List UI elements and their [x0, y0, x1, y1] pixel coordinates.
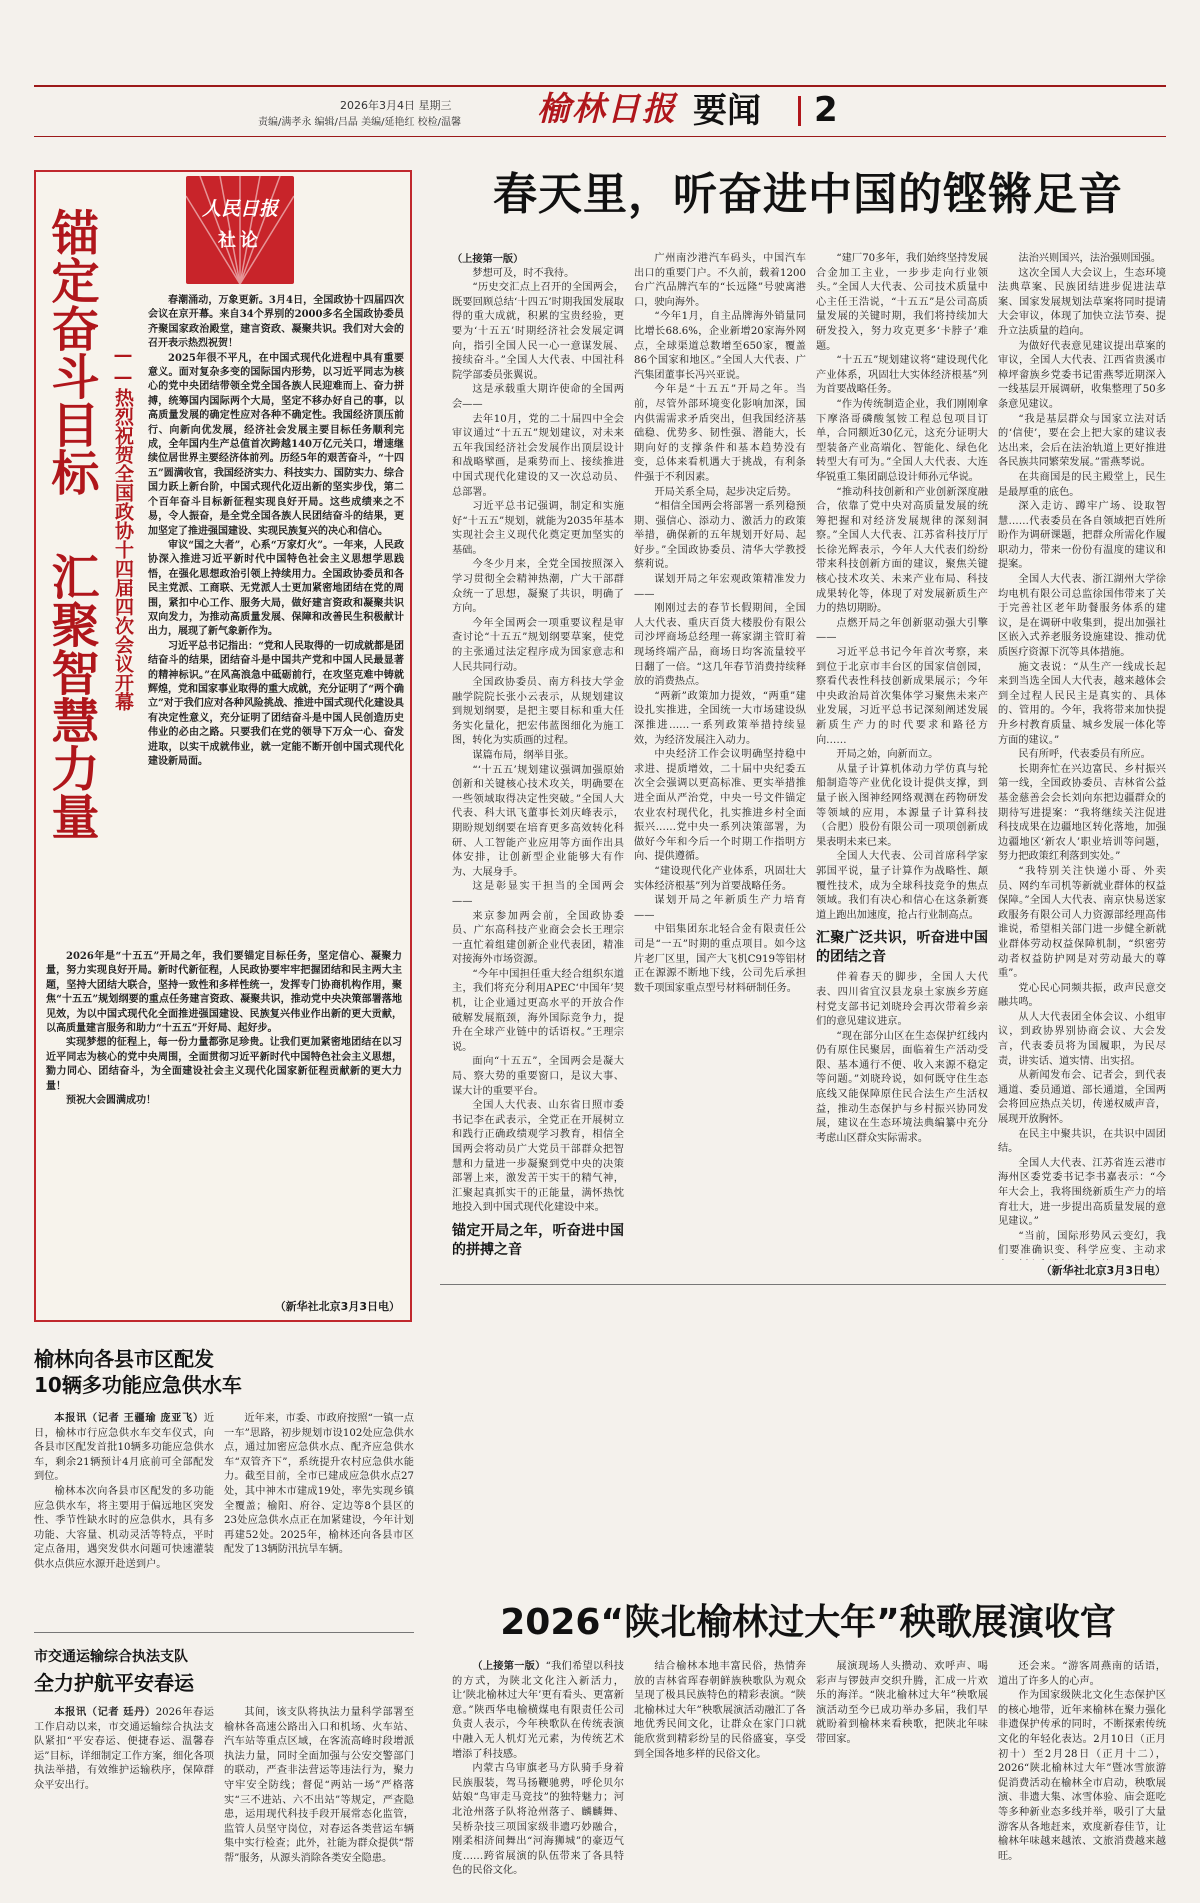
yangko-para	[452, 1660, 624, 1762]
yangko-col-4	[998, 1660, 1166, 1896]
main-para: 这是承载重大期许使命的全国两会——	[452, 384, 624, 410]
editorial-subtitle: ——热烈祝贺全国政协十四届四次会议开幕	[112, 344, 134, 711]
main-para: 民有所呼，代表委员有所应。	[1018, 749, 1151, 761]
main-para: 习近平总书记今年首次考察，来到位于北京市丰台区的国家信创园，察看代表性科技创新成果展示；今年中央政治局首次集体学习聚焦未来产业发展，习近平总书记深刻阐述发展新质生产力的时代要求和路径方向……	[816, 647, 988, 746]
logo-sub: 社论	[218, 230, 262, 251]
main-para: 在共商国是的民主殿堂上，民生是最厚重的底色。	[998, 471, 1166, 498]
main-para: 刚刚过去的春节长假期间，全国人大代表、重庆百货大楼股份有限公司沙坪商场总经理一蒋家湖主管盯着现场终端产品，商场日均客流量较平日翻了一倍。“这几年春节消费持续释放的消费热点。	[634, 603, 806, 688]
vehicles-headline	[34, 1346, 414, 1398]
masthead-bottom-rule	[34, 136, 1166, 137]
main-para: 从人大代表团全体会议、小组审议，到政协界别协商会议、大会发言，代表委员将为国履职，为民尽责，讲实话、道实情、出实招。	[998, 1011, 1166, 1067]
vehicles-para: 近日，榆林市行应急供水车交车仪式，向各县市区配发首批10辆多功能应急供水车，剩余21辆预计4月底前可全部配发到位。	[34, 1413, 214, 1483]
main-col-1	[452, 252, 624, 672]
main-para: 长期奔忙在兴边富民、乡村振兴第一线，全国政协委员、吉林省公益基金慈善会会长刘向东把边疆群众的期待写进提案：“我将继续关注促进科技成果在边疆地区转化落地，加强边疆地区‘新农人’职业培训等问题，努力把政策红利落到实处。”	[998, 763, 1166, 863]
main-para: 全国人大代表、浙江湖州大学徐均电机有限公司总监徐国伟带来了关于完善社区老年助餐服务体系的建议，是在调研中收集到，提出加强社区嵌入式养老服务设施建设、推动优质医疗资源下沉等具体措施。	[998, 574, 1166, 659]
main-para: “现在部分山区在生态保护红线内仍有原住民聚居，面临着生产活动受限、基本通行不便、收入来源不稳定等问题。”刘晓玲说，如何既守住生态底线又能保障原住民合法生产生活权益，推动生态保护与乡村振兴协同发展，建议在生态环境法典编纂中充分考虑山区群众实际需求。	[816, 1030, 988, 1144]
vehicles-col-2	[224, 1412, 414, 1622]
editorial-para: 预祝大会圆满成功！	[66, 1095, 156, 1107]
transport-byline-text: 本报讯（记者 廷丹）	[54, 1707, 156, 1718]
main-para: 谋篇布局，纲举目张。	[472, 749, 575, 761]
main-para: 今年全国两会一项重要议程是审查讨论“十五五”规划纲要草案，使党的主张通过法定程序成为国家意志和人民共同行动。	[452, 617, 624, 672]
vehicles-headline-2: 10辆多功能应急供水车	[34, 1373, 242, 1397]
continued-from: （上接第一版）	[452, 253, 524, 265]
main-para: 全国人大代表、山东省日照市委书记李在武表示，全党正在开展树立和践行正确政绩观学习教育，相信全国两会将动员广大党员干部群众把智慧和力量进一步凝聚到党中央的决策部署上来，激发苦干实干的精气神，汇聚起真抓实干的正能量，满怀热忱地投入到中国式现代化建设中来。	[452, 1100, 624, 1214]
main-para: 广州南沙港汽车码头，中国汽车出口的重要门户。不久前，载着1200台广汽品牌汽车的“长远隆”号驶离港口，驶向海外。	[634, 253, 806, 308]
editorial-source: （新华社北京3月3日电）	[274, 1300, 400, 1313]
vehicles-headline-1: 榆林向各县市区配发	[34, 1347, 214, 1371]
main-para: 法治兴则国兴，法治强则国强。	[1018, 253, 1162, 264]
transport-col-2	[224, 1706, 414, 1896]
yangko-headline: 2026“陕北榆林过大年”秧歌展演收官	[500, 1602, 1116, 1643]
main-para: 伴着春天的脚步，全国人大代表、四川省宜汉县龙泉土家族乡芳庭村党支部书记刘晓玲会再次带着乡亲们的意见建议进京。	[816, 972, 988, 1028]
editor-line: 责编/满孝永 编辑/吕晶 美编/延艳红 校检/温馨	[258, 117, 462, 128]
main-para: 全国人大代表、江苏省连云港市海州区委党委书记李书嘉表示：“今年大会上，我将围绕新质生产力的培育壮大，进一步提出高质量发展的意见建议。”	[998, 1157, 1166, 1228]
main-para: 党心民心同频共振，政声民意交融共鸣。	[998, 982, 1166, 1009]
main-para: “作为传统制造企业，我们刚刚拿下摩洛哥磷酸氢铵工程总包项目订单，合同额近30亿元，这充分证明大型装备产业高端化、智能化、绿色化转型大有可为。”全国人大代表、大连华锐重工集团副总设计师孙元华说。	[816, 398, 988, 483]
masthead	[0, 0, 1200, 131]
main-para: “我是基层群众与国家立法对话的‘信使’，要在会上把大家的建议表达出来，会后在法治轨道上更好推进各民族共同繁荣发展。”雷燕琴说。	[998, 413, 1166, 469]
editorial-body-bottom	[46, 950, 402, 1290]
page-number: 2	[814, 90, 838, 130]
main-para: “两新”政策加力提效，“两重”建设扎实推进，全国统一大市场建设纵深推进……一系列政策举措持续显效，为经济发展注入动力。	[634, 690, 806, 746]
main-para: 为做好代表意见建议提出草案的审议，全国人大代表、江西省贵溪市樟坪畲族乡党委书记雷燕琴近期深入一线基层开展调研，收集整理了50多条意见建议。	[998, 340, 1166, 410]
transport-para: 其间，该支队将执法力量科学部署至榆林各高速公路出入口和机场、火车站、汽车站等重点区域，在客流高峰时段增派执法力量，同时全面加强与公安交警部门的联动，严查非法营运等违法行为，聚力守牢安全防线；督促“两站一场”严格落实“三不进站、六不出站”等规定，严查隐患，运用现代科技手段开展常态化监管，监管人员坚守岗位，对春运各类营运车辆集中实行检查；此外，社能为群众提供“帮帮”服务，从源头消除各类安全隐患。	[224, 1707, 414, 1864]
masthead-rule	[34, 85, 1166, 87]
main-para: 全国人大代表、公司首席科学家郭国平说，量子计算作为战略性、颠覆性技术，成为全球科技竞争的焦点领域。我们有决心和信心在这条新赛道上跑出加速度，抢占行业制高点。	[816, 851, 988, 921]
main-para: “相信全国两会将部署一系列稳预期、强信心、添动力、激活力的政策举措，确保新的五年规划开好局、起好步。”全国政协委员、清华大学教授蔡莉说。	[634, 501, 806, 571]
yangko-col-3	[816, 1660, 988, 1896]
main-para: 在民主中聚共识，在共识中固团结。	[998, 1128, 1166, 1155]
main-para: 开局关系全局，起步决定后势。	[654, 486, 798, 498]
main-para: “今年1月，自主品牌海外销量同比增长68.6%，企业新增20家海外网点，全球渠道总数增至650家，覆盖86个国家和地区。”全国人大代表、广汽集团董事长冯兴亚说。	[634, 311, 806, 381]
logo-name: 人民日报	[201, 198, 278, 220]
main-para: “历史交汇点上召开的全国两会，既要回顾总结‘十四五’时期我国发展取得的重大成就，积累的宝贵经验，更要为‘十五五’时期经济社会发展定调向，指引全国人民一心一意谋发展、接续奋斗。”全国人大代表、中国社科院学部委员张翼说。	[452, 282, 624, 381]
main-para: 深入走访、蹲牢广场、设取智慧……代表委员在各自领域把百姓所盼作为调研课题，把群众所需化作履职动力，带来一份份有温度的建议和提案。	[998, 501, 1166, 571]
yangko-col-1	[452, 1660, 624, 1896]
yangko-para: 还会来。“游客周燕南的话语，道出了许多人的心声。	[998, 1661, 1166, 1687]
main-para: “当前，国际形势风云变幻，我们要准确识变、科学应变、主动求	[998, 1230, 1166, 1257]
editorial-para: 春潮涌动，万象更新。3月4日，全国政协十四届四次会议在京开幕。来自34个界别的2000多名全国政协委员齐聚国家政治殿堂，建言资政、凝聚共识。我们对大会的召开表示热烈祝贺！	[148, 295, 404, 350]
vehicles-para: 榆林本次向各县市区配发的多功能应急供水车，将主要用于偏远地区突发性、季节性缺水时的应急供水，具有多功能、大容量、机动灵活等特点，平时定点备用，遇突发供水问题可快速灌装供水点供应水源开赴送到户。	[34, 1485, 214, 1570]
main-para: 今年是“十五五”开局之年。当前，尽管外部环境变化影响加深，国内供需需求矛盾突出，但我国经济基础稳、优势多、韧性强、潜能大，长期向好的支撑条件和基本趋势没有变，总体来看机遇大于挑战，有利条件强于不利因素。	[634, 384, 806, 483]
section-divider	[798, 96, 801, 126]
section-name: 要闻	[693, 91, 761, 131]
transport-para: 2026年春运工作启动以来，市交通运输综合执法支队紧扣“平安春运、便捷春运、温馨春运”目标，详细制定工作方案，细化各项执法举措，有效维护运输秩序，保障群众平安出行。	[34, 1707, 214, 1791]
main-para: 从量子计算机体动力学仿真与轮船制造等产业优化设计提供支撑，到量子嵌入图神经网络观测在药物研发等领域的应用，本源量子计算科技（合肥）股份有限公司一项项创新成果表明未来已来。	[816, 763, 988, 848]
vehicles-para: 近年来，市委、市政府按照“一镇一点一车”思路，初步规划市设102处应急供水点，通过加密应急供水点、配齐应急供水车“双管齐下”，系统提升农村应急供水能力。截至目前，全市已建成应急供水点27处，其中神木市建成19处，率先实现乡镇全覆盖；榆阳、府谷、定边等8个县区的23处应急供水点正在加紧建设，今年计划再建52处。2025年，榆林还向各县市区配发了13辆防汛抗旱车辆。	[224, 1413, 414, 1556]
yangko-para: 结合榆林本地丰富民俗，热情奔放的吉林省珲春朝鲜族秧歌队为观众呈现了极具民族特色的精彩表演。“陕北榆林过大年”秧歌展演活动融汇了各地优秀民间文化，让群众在家门口就能欣赏到精彩纷呈的民俗盛宴，享受到全国各地多样的民俗文化。	[634, 1661, 806, 1760]
main-para: “‘十五五’规划建议强调加强原始创新和关键核心技术攻关，明确要在一些领域取得决定性突破。”全国人大代表、科大讯飞董事长刘庆峰表示，期盼规划纲要在培育更多高效转化科研、人工智能产业应用等方面作出具体安排，让创新型企业能够大有作为、大展身手。	[452, 764, 624, 878]
editorial-logo	[186, 176, 294, 284]
main-para: “十五五”规划建议将“建设现代化产业体系，巩固壮大实体经济根基”列为首要战略任务。	[816, 355, 988, 396]
date-line: 2026年3月4日 星期三	[340, 99, 452, 112]
transport-headline: 全力护航平安春运	[34, 1671, 194, 1695]
main-para: 这是彰显实干担当的全国两会——	[452, 881, 624, 907]
editorial-para: 2025年很不平凡，在中国式现代化进程中具有重要意义。面对复杂多变的国际国内形势，以习近平同志为核心的党中央团结带领全党全国各族人民迎难而上、奋力拼搏，统筹国内国际两个大局，坚定不移办好自己的事，以高质量发展的确定性应对各种不确定性。我国经济顶压前行、向新向优发展，经济社会发展主要目标任务顺利完成，全年国内生产总值首次跨越140万亿元关口，增速继续位居世界主要经济体前列。历经5年的艰苦奋斗，“十四五”圆满收官，我国经济实力、科技实力、国防实力、综合国力跃上新台阶，中国式现代化迈出新的坚实步伐，第二个百年奋斗目标新征程实现良好开局。这些成绩来之不易，令人振奋，是全党全国各族人民团结奋斗的结果，更加坚定了推进强国建设、实现民族复兴的决心和信心。	[148, 352, 404, 537]
editorial-para: 2026年是“十五五”开局之年，我们要锚定目标任务，坚定信心、凝聚力量，努力实现良好开局。新时代新征程，人民政协要牢牢把握团结和民主两大主题，坚持大团结大联合，坚持一致性和多样性统一，发挥专门协商机构作用，聚焦“十五五”规划纲要的重点任务建言资政、凝聚共识，推动党中央决策部署落地见效，为以中国式现代化全面推进强国建设、民族复兴伟业作出新的更大贡献，以高质量建言服务和助力“十五五”开好局、起好步。	[46, 951, 402, 1035]
main-para: 今冬少月来，全党全国按照深入学习贯彻全会精神热潮，广大干部群众统一了思想，凝聚了共识，明确了方向。	[452, 559, 624, 615]
yangko-para: 作为国家级陕北文化生态保护区的核心地带，近年来榆林在聚力强化非遗保护传承的同时，不断探索传统文化的年轻化表达。2月10日（正月初十）至2月28日（正月十二），2026“陕北榆林过大年”暨冰雪旅游促消费活动在榆林全市启动，秧歌展演、非遗大集、冰雪体验、庙会逛吃等多种新业态多线并举，吸引了大量游客从各地赶来，欢度新春佳节，让榆林年味越来越浓、文旅消费越来越旺。	[998, 1690, 1166, 1862]
yangko-col-2	[634, 1660, 806, 1896]
editorial-box	[34, 170, 412, 1322]
vehicles-byline-text: 本报讯（记者 王疆瑜 庞亚飞）	[54, 1413, 204, 1424]
yangko-para: 内蒙古乌审旗老马方队骑手身着民族服装，驾马扬鞭驰骋，呼伦贝尔姑娘“鸟审走马竞技”的独特魅力；河北沧州落子队将沧州落子、麟麟舞、吴桥杂技三项国家级非遗巧妙融合，刚柔相济间舞出“河海狮城”的豪迈气度……跨省展演的队伍带来了各具特色的民俗文化。	[452, 1763, 624, 1877]
main-para: “推动科技创新和产业创新深度融合，依靠了党中央对高质量发展的统筹把握和对经济发展规律的深刻洞察。”全国人大代表、江苏省科技厅厅长徐光辉表示，今年人大代表们纷纷带来科技创新方面的建议，聚焦关键核心技术攻关、未来产业布局、科技成果转化等，体现了对发展新质生产力的热切期盼。	[816, 486, 988, 615]
subhead-b: 汇聚广泛共识，听奋进中国的团结之音	[816, 930, 988, 966]
transport-kicker: 市交通运输综合执法支队	[34, 1649, 188, 1665]
editorial-para: 审议“国之大者”，心系“万家灯火”。一年来，人民政协深入推进习近平新时代中国特色社会主义思想学思践悟，在强化思想政治引领上持续用力。全国政协委员和各民主党派、工商联、无党派人士更加紧密地团结在党的周围，紧扣中心工作、服务大局，做好建言资政和凝聚共识双向发力，为推动高质量发展、保障和改善民生积极献计出力，展现了新气象新作为。	[148, 539, 404, 638]
editorial-para: 实现梦想的征程上，每一份力量都弥足珍贵。让我们更加紧密地团结在以习近平同志为核心的党中央周围，全面贯彻习近平新时代中国特色社会主义思想，勠力同心、团结奋斗，为全面建设社会主义现代化国家新征程贡献新的更大力量！	[46, 1037, 402, 1092]
main-para: “建厂70多年，我们始终坚持发展合金加工主业，一步步走向行业领头。”全国人大代表、公司技术质量中心主任王浩说，“十五五”是公司高质量发展的关键时期，我们将持续加大研发投入，努力攻克更多‘卡脖子’难题。	[816, 253, 988, 352]
main-para: 谋划开局之年新质生产力培育——	[634, 895, 806, 921]
main-headline: 春天里，听奋进中国的铿锵足音	[493, 169, 1123, 220]
subhead-a: 锚定开局之年，听奋进中国的拼搏之音	[452, 1222, 624, 1258]
vehicles-byline	[34, 1412, 214, 1485]
main-para: 来京参加两会前，全国政协委员、广东高科技产业商会会长王理宗一直忙着组建创新企业代表团，精准对接海外市场资源。	[452, 910, 624, 966]
main-para: “建设现代化产业体系，巩固壮大实体经济根基”列为首要战略任务。	[634, 865, 806, 892]
editorial-para: 习近平总书记指出：“党和人民取得的一切成就都是团结奋斗的结果，团结奋斗是中国共产党和中国人民最显著的精神标识。”在风高浪急中砥砺前行，在攻坚克难中铸就辉煌，党和国家事业取得的重大成就，充分证明了“两个确立”对于我们应对各种风险挑战、推进中国式现代化建设具有决定性意义，充分证明了团结奋斗是中国人民创造历史伟业的必由之路。只要我们在党的领导下万众一心、奋发进取，以实干成就伟业，就一定能不断开创中国式现代化建设新局面。	[148, 640, 404, 767]
main-para: 全国政协委员、南方科技大学金融学院院长张小云表示，从规划建议到规划纲要，是把主要目标和重大任务实化量化，把宏伟蓝图细化为施工图，转化为实质画的过程。	[452, 677, 624, 747]
main-para: 习近平总书记强调，制定和实施好“十五五”规划，就能为2035年基本实现社会主义现代化奠定更加坚实的基础。	[452, 501, 624, 556]
main-para: 去年10月，党的二十届四中全会审议通过“十五五”规划建议，对未来五年我国经济社会发展作出顶层设计和战略擘画，是乘势而上、接续推进中国式现代化建设的又一次总动员、总部署。	[452, 413, 624, 498]
editorial-title-2: 汇聚智慧力量	[43, 552, 99, 840]
main-source: （新华社北京3月3日电）	[1040, 1264, 1166, 1277]
main-para: 梦想可及，时不我待。	[472, 267, 575, 279]
main-para: “今年中国担任重大经合组织东道主，我们将充分利用APEC‘中国年’契机，让企业通过更高水平的开放合作破解发展瓶颈，海外国际竞争力，提升在全球产业链中的话语权。”王理宗说。	[452, 968, 624, 1053]
yangko-para-text: “我们希望以科技的方式，为陕北文化注入新活力，让‘陕北榆林过大年’更有看头、更富新意。”陕西华电榆横煤电有限责任公司负责人表示，今年秧歌队在传统表演中融入无人机灯光元素，为传统艺术增添了科技感。	[452, 1661, 624, 1760]
yangko-continued: （上接第一版）	[472, 1661, 546, 1672]
main-para: 施文表说：“从生产一线成长起来到当选全国人大代表，越来越体会到全过程人民民主是真实的、具体的、管用的。今年，我将带来加快提升乡村教育质量、城乡发展一体化等方面的建议。”	[998, 661, 1166, 746]
editorial-title-1: 锚定奋斗目标	[43, 208, 99, 496]
main-para: 开局之始，向新而立。	[836, 749, 939, 761]
main-col-1b	[452, 676, 624, 1260]
paper-logo: 榆林日报	[537, 89, 677, 128]
yangko-para: 展演现场人头攒动、欢呼声、喝彩声与锣鼓声交织升腾，汇成一片欢乐的海洋。“陕北榆林过大年”秧歌展演活动至今已成功举办多届，我们早就盼着到榆林来看秧歌，把陕北年味带回家。	[816, 1661, 988, 1745]
main-col-3	[816, 252, 988, 1260]
vehicles-col-1	[34, 1412, 214, 1622]
main-para: 面向“十五五”，全国两会是凝大局、察大势的重要窗口，是议大事、谋大计的重要平台。	[452, 1056, 624, 1097]
transport-byline	[34, 1706, 214, 1794]
main-para: 谋划开局之年宏观政策精准发力——	[634, 574, 806, 600]
main-para: 这次全国人大会议上，生态环境法典草案、民族团结进步促进法草案、国家发展规划法草案将同时提请大会审议，体现了加快立法节奏、提升立法质量的趋向。	[998, 267, 1166, 337]
main-para: 从新闻发布会、记者会，到代表通道、委员通道、部长通道，全国两会将回应热点关切，传递权威声音，展现开放胸怀。	[998, 1070, 1166, 1126]
main-para: 中铝集团东北轻合金有限责任公司是“一五”时期的重点项目。如今这片老厂区里，国产大飞机C919等铝材正在源源不断地下线，公司先后承担数千项国家重点型号材料研制任务。	[634, 924, 806, 994]
separator-left	[34, 1632, 414, 1633]
transport-col-1	[34, 1706, 214, 1896]
main-para: 中央经济工作会议明确坚持稳中求进、提质增效，二十届中央纪委五次全会强调以更高标准、更实举措推进全面从严治党，中央一号文件锚定农业农村现代化，扎实推进乡村全面振兴……党中央一系列决策部署，为做好今年和今后一个时期工作指明方向、提供遵循。	[634, 749, 806, 863]
main-para: 点燃开局之年创新驱动强大引擎——	[816, 617, 988, 644]
main-col-4	[998, 252, 1166, 1260]
separator-main	[440, 1284, 1166, 1285]
main-col-2	[634, 252, 806, 1260]
main-para: “我特别关注快递小哥、外卖员、网约车司机等新就业群体的权益保障。”全国人大代表、南京快易送家政服务有限公司人力资源部经理高伟谁说，希望相关部门进一步健全新就业群体劳动权益保障机制，“织密劳动者权益防护网是对劳动最大的尊重”。	[998, 865, 1166, 980]
editorial-body-top	[148, 294, 404, 942]
